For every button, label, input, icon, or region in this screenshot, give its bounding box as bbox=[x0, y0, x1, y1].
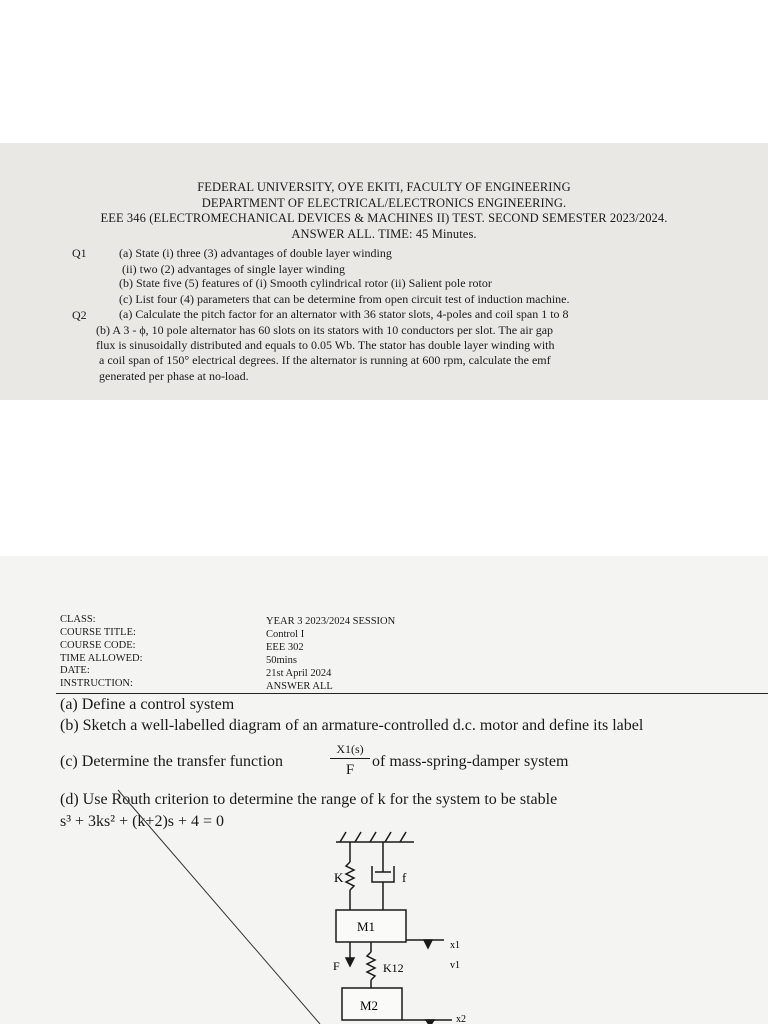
course-code-value: EEE 302 bbox=[266, 642, 304, 653]
course-header: EEE 346 (ELECTROMECHANICAL DEVICES & MACHINES II) TEST. SECOND SEMESTER 2023/2024. bbox=[100, 211, 668, 225]
x1-arrow bbox=[406, 940, 444, 948]
question-d: (d) Use Routh criterion to determine the range of k for the system to be stable bbox=[60, 791, 558, 808]
spring-k-label: K bbox=[334, 870, 344, 885]
date-value: 21st April 2024 bbox=[266, 668, 332, 679]
q2-part-b-line2: flux is sinusoidally distributed and equals to 0.05 Wb. The stator has double layer winding with bbox=[96, 338, 555, 352]
spring-k12-label: K12 bbox=[383, 961, 404, 975]
question-c-suffix: of mass-spring-damper system bbox=[372, 753, 569, 770]
damper-f bbox=[372, 842, 394, 910]
characteristic-equation: s³ + 3ks² + (k+2)s + 4 = 0 bbox=[60, 813, 225, 830]
ground-support bbox=[336, 832, 414, 842]
spring-k12 bbox=[367, 942, 375, 988]
class-value: YEAR 3 2023/2024 SESSION bbox=[266, 616, 396, 627]
q1-part-a-ii: (ii) two (2) advantages of single layer winding bbox=[122, 262, 345, 276]
time-allowed-label: TIME ALLOWED: bbox=[60, 653, 143, 664]
q2-part-b-line4: generated per phase at no-load. bbox=[99, 369, 249, 383]
transfer-denominator: F bbox=[345, 762, 355, 778]
course-code-label: COURSE CODE: bbox=[60, 640, 136, 651]
spring-k bbox=[346, 842, 354, 910]
instruction-header: ANSWER ALL. TIME: 45 Minutes. bbox=[291, 227, 477, 241]
v1-label: v1 bbox=[450, 960, 460, 971]
q2-part-b-line3: a coil span of 150° electrical degrees. If the alternator is running at 600 rpm, calculate the emf bbox=[99, 353, 551, 367]
question-b: (b) Sketch a well-labelled diagram of an armature-controlled d.c. motor and define its label bbox=[60, 717, 644, 734]
department-header: DEPARTMENT OF ELECTRICAL/ELECTRONICS ENGINEERING. bbox=[201, 196, 567, 210]
time-allowed-value: 50mins bbox=[266, 655, 297, 666]
class-label: CLASS: bbox=[60, 614, 96, 625]
mass-m1-label: M1 bbox=[357, 919, 376, 934]
course-title-value: Control I bbox=[266, 629, 305, 640]
question-a: (a) Define a control system bbox=[60, 696, 235, 713]
q2-part-b-line1: (b) A 3 - ϕ, 10 pole alternator has 60 slots on its stators with 10 conductors per slot. The air gap bbox=[96, 323, 554, 337]
question-c-prefix: (c) Determine the transfer function bbox=[60, 753, 284, 770]
x2-arrow bbox=[402, 1020, 452, 1024]
force-arrow bbox=[346, 942, 354, 966]
q2-number: Q2 bbox=[72, 308, 87, 322]
instruction-label: INSTRUCTION: bbox=[60, 678, 133, 689]
damper-f-label: f bbox=[402, 870, 407, 885]
university-header: FEDERAL UNIVERSITY, OYE EKITI, FACULTY OF ENGINEERING bbox=[197, 180, 571, 194]
instruction-value: ANSWER ALL bbox=[266, 681, 333, 692]
date-label: DATE: bbox=[60, 665, 90, 676]
q1-part-a: (a) State (i) three (3) advantages of double layer winding bbox=[119, 246, 392, 260]
q1-part-b: (b) State five (5) features of (i) Smooth cylindrical rotor (ii) Salient pole rotor bbox=[119, 276, 492, 290]
force-label: F bbox=[333, 959, 340, 973]
q2-part-a: (a) Calculate the pitch factor for an alternator with 36 stator slots, 4-poles and coil span 1 to 8 bbox=[119, 307, 569, 321]
course-title-label: COURSE TITLE: bbox=[60, 627, 136, 638]
q1-number: Q1 bbox=[72, 246, 87, 260]
transfer-numerator: X1(s) bbox=[336, 742, 364, 756]
q1-part-c: (c) List four (4) parameters that can be determine from open circuit test of induction machine. bbox=[119, 292, 570, 306]
x1-label: x1 bbox=[450, 940, 460, 951]
fold-line bbox=[118, 790, 320, 1024]
x2-label: x2 bbox=[456, 1014, 466, 1024]
mass-m2-label: M2 bbox=[360, 998, 379, 1013]
